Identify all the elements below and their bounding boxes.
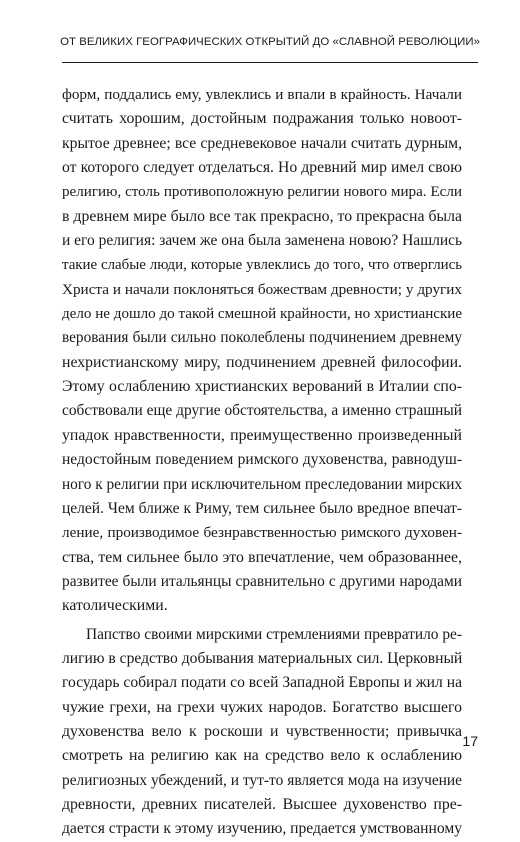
text-line: верования были сильно поколеблены подчинением древнему bbox=[62, 329, 462, 347]
text-line: ства, тем сильнее было это впечатление, чем образованнее, bbox=[62, 548, 462, 566]
text-line: и его религия: зачем же она была заменена новою? Нашлись bbox=[62, 232, 463, 250]
text-line: католическими. bbox=[62, 597, 168, 615]
body-text bbox=[62, 83, 462, 842]
text-line: Этому ослаблению христианских верований в Италии спо- bbox=[62, 378, 462, 396]
header-rule bbox=[62, 62, 478, 63]
text-line: нехристианскому миру, подчинением древней философии. bbox=[62, 353, 462, 371]
text-line: Христа и начали поклоняться божествам древности; у других bbox=[62, 280, 462, 298]
text-line: форм, поддались ему, увлеклись и впали в крайность. Начали bbox=[62, 86, 462, 103]
text-line: дело не дошло до такой смешной крайности, но христианские bbox=[62, 306, 463, 323]
text-line: ление, производимое безнравственностью римского духовен- bbox=[62, 524, 462, 542]
text-line: собствовали еще другие обстоятельства, а именно страшный bbox=[62, 402, 462, 420]
text-line: в древнем мире было все так прекрасно, то прекрасна была bbox=[62, 207, 462, 225]
text-line: древности, древних писателей. Высшее духовенство пре- bbox=[62, 795, 462, 813]
text-line: крытое древнее; все средневековое начали считать дурным, bbox=[62, 134, 462, 152]
text-line: государь собирал подати со всей Западной Европы и жил на bbox=[62, 674, 462, 692]
text-line: недостойным поведением римского духовенства, равнодуш- bbox=[62, 451, 462, 469]
text-line: развитее были итальянцы сравнительно с другими народами bbox=[62, 572, 462, 590]
paragraph-2 bbox=[62, 623, 462, 842]
text-line: упадок нравственности, преимущественно произведенный bbox=[62, 426, 462, 444]
text-line: такие слабые люди, которые увлеклись до того, что отверглись bbox=[62, 257, 462, 274]
text-line: ного к религии при исключительном преследовании мирских bbox=[62, 475, 463, 493]
text-line: Папство своими мирскими стремлениями превратило ре- bbox=[86, 625, 462, 643]
text-line: от которого следует отделаться. Но древний мир имел свою bbox=[62, 159, 462, 177]
running-head: ОТ ВЕЛИКИХ ГЕОГРАФИЧЕСКИХ ОТКРЫТИЙ ДО «СЛАВНОЙ РЕВОЛЮЦИИ» bbox=[60, 36, 480, 48]
text-line: считать хорошим, достойным подражания только новоот- bbox=[62, 110, 462, 128]
text-line: религию, столь противоположную религии нового мира. Если bbox=[62, 184, 462, 201]
text-line: духовенства вело к роскоши и чувственности; привычка bbox=[62, 722, 462, 740]
paragraph-1 bbox=[62, 83, 462, 619]
page-number: 17 bbox=[462, 733, 478, 749]
text-line: дается страсти к этому изучению, предается умствованному bbox=[62, 820, 462, 838]
text-line: чужие грехи, на грехи чужих народов. Богатство высшего bbox=[62, 698, 462, 716]
text-line: смотреть на религию как на средство вело к ослаблению bbox=[62, 747, 462, 765]
text-line: лигию в средство добывания материальных сил. Церковный bbox=[62, 649, 463, 667]
text-line: целей. Чем ближе к Риму, тем сильнее было вредное впечат- bbox=[62, 499, 462, 517]
text-line: религиозных убеждений, и тут-то является мода на изучение bbox=[62, 771, 462, 789]
